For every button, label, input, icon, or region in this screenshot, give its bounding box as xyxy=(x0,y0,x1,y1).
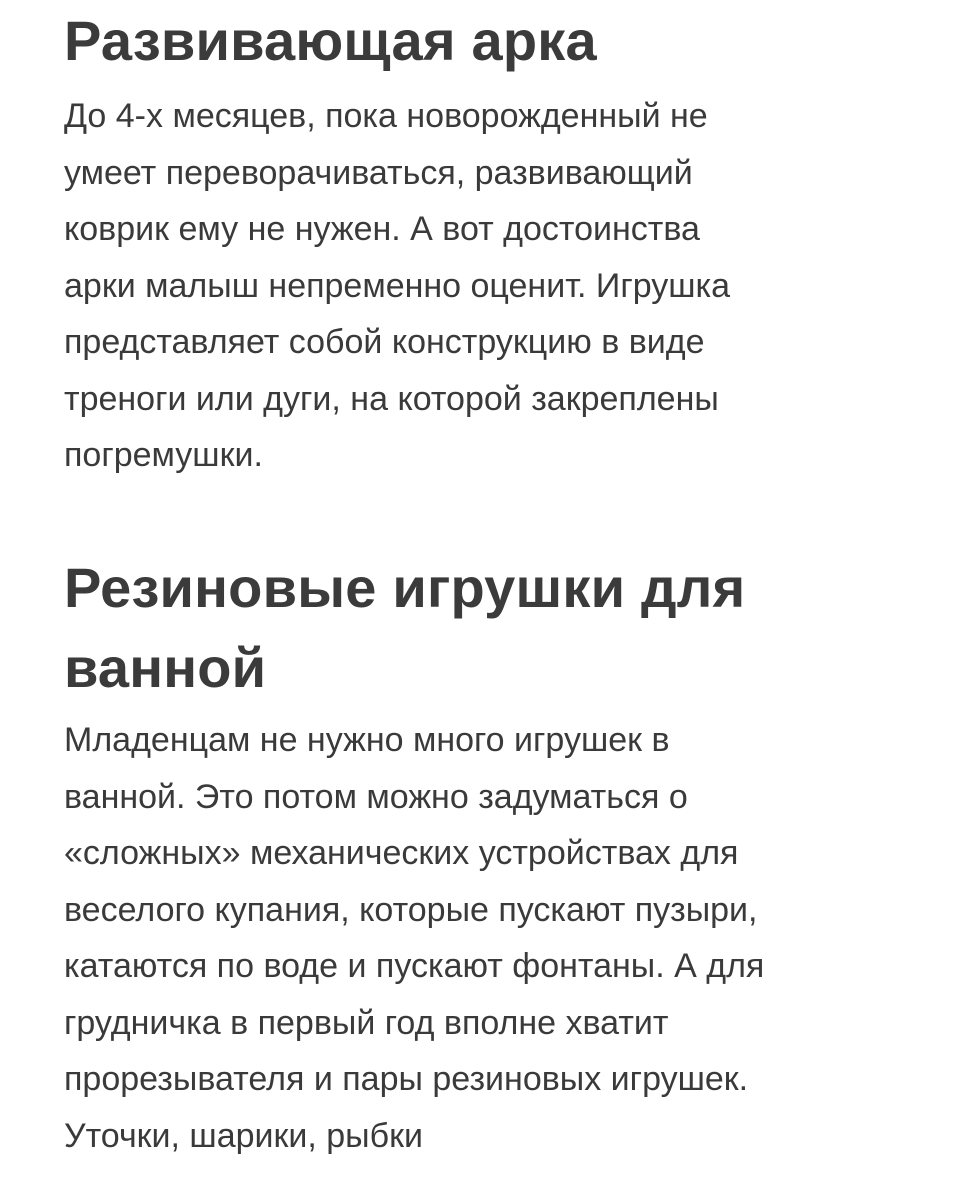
body-line: грудничка в первый год вполне хватит xyxy=(64,1003,669,1042)
body-line: «сложных» механических устройствах для xyxy=(64,834,739,872)
body-line: ванной. Это потом можно задуматься о xyxy=(64,777,688,816)
heading-line: Развивающая арка xyxy=(64,9,597,72)
section-body-bath-toys xyxy=(64,712,764,1164)
body-line: умеет переворачиваться, развивающий xyxy=(64,153,693,192)
body-line: погремушки. xyxy=(64,436,263,474)
section-heading-bath-toys xyxy=(64,548,745,708)
body-line: катаются по воде и пускают фонтаны. А для xyxy=(64,947,765,985)
heading-line: Резиновые игрушки для xyxy=(64,556,746,619)
body-line: веселого купания, которые пускают пузыри, xyxy=(64,890,758,929)
body-line: До 4-х месяцев, пока новорожденный не xyxy=(64,97,708,135)
body-line: треноги или дуги, на которой закреплены xyxy=(64,379,719,418)
body-line: представляет собой конструкцию в виде xyxy=(64,323,705,361)
section-heading-arch xyxy=(64,6,597,76)
body-line: коврик ему не нужен. А вот достоинства xyxy=(64,210,700,248)
body-line: прорезывателя и пары резиновых игрушек. xyxy=(64,1060,749,1098)
body-line: Уточки, шарики, рыбки xyxy=(64,1116,423,1155)
body-line: Младенцам не нужно много игрушек в xyxy=(64,721,670,759)
section-body-arch xyxy=(64,88,730,484)
body-line: арки малыш непременно оценит. Игрушка xyxy=(64,266,731,305)
heading-line: ванной xyxy=(64,636,267,699)
